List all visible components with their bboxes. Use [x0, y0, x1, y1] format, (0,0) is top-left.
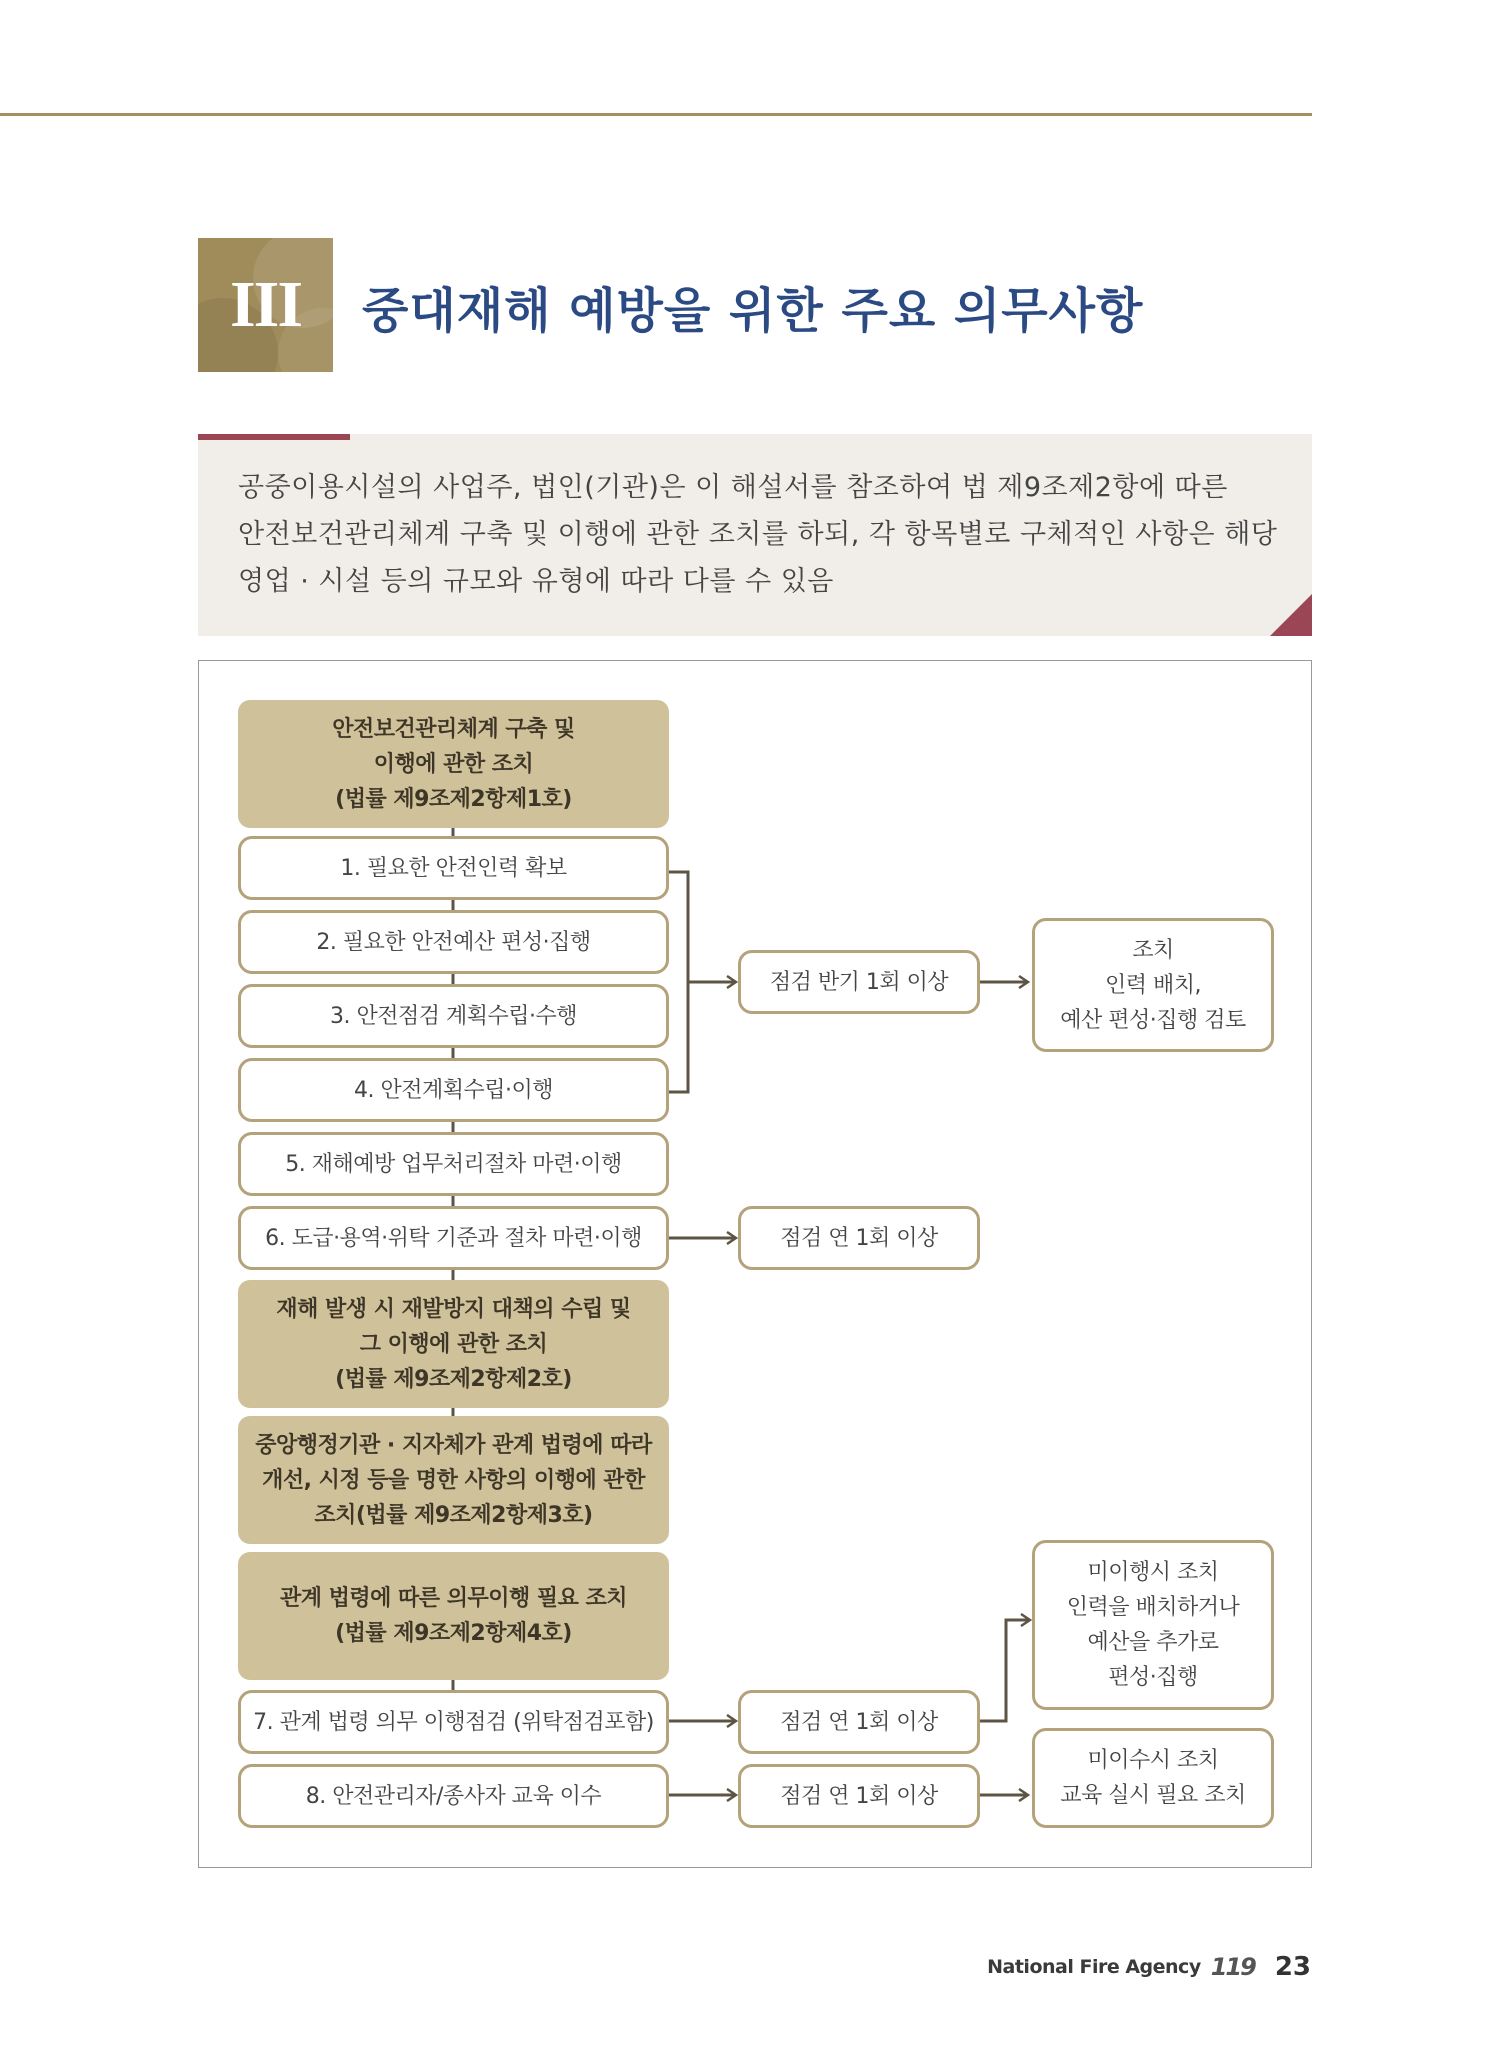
header-line: 중앙행정기관 · 지자체가 관계 법령에 따라 [255, 1432, 652, 1458]
action-line: 교육 실시 필요 조치 [1060, 1783, 1246, 1808]
info-box-accent [198, 434, 350, 440]
flow-item-7: 7. 관계 법령 의무 이행점검 (위탁점검포함) [238, 1690, 669, 1754]
action-line: 미이행시 조치 [1087, 1560, 1219, 1585]
section-title: 중대재해 예방을 위한 주요 의무사항 [362, 283, 1144, 339]
header-line: 안전보건관리체계 구축 및 [332, 716, 575, 742]
top-rule [0, 113, 1312, 116]
check-year-box-8: 점검 연 1회 이상 [738, 1764, 980, 1828]
header-box-measure-3 [238, 1416, 669, 1544]
action-line: 편성·집행 [1108, 1665, 1198, 1690]
header-line: 조치(법률 제9조제2항제3호) [314, 1502, 593, 1528]
header-line: 개선, 시정 등을 명한 사항의 이행에 관한 [262, 1467, 645, 1493]
page-footer [987, 1952, 1311, 1982]
flow-item-4: 4. 안전계획수립·이행 [238, 1058, 669, 1122]
flow-item-3: 3. 안전점검 계획수립·수행 [238, 984, 669, 1048]
flow-item-6: 6. 도급·용역·위탁 기준과 절차 마련·이행 [238, 1206, 669, 1270]
footer-logo-119: 119 [1210, 1953, 1255, 1981]
info-line: 안전보건관리체계 구축 및 이행에 관한 조치를 하되, 각 항목별로 구체적인 사항은 해당 [238, 519, 1278, 550]
info-line: 영업 · 시설 등의 규모와 유형에 따라 다를 수 있음 [238, 566, 834, 597]
header-line: (법률 제9조제2항제2호) [335, 1366, 572, 1392]
flow-item-1: 1. 필요한 안전인력 확보 [238, 836, 669, 900]
header-line: 그 이행에 관한 조치 [359, 1331, 548, 1357]
action-line: 예산 편성·집행 검토 [1060, 1007, 1246, 1033]
info-box-corner [1270, 594, 1312, 636]
flow-item-5: 5. 재해예방 업무처리절차 마련·이행 [238, 1132, 669, 1196]
footer-agency: National Fire Agency [987, 1956, 1201, 1978]
action-box-training [1032, 1728, 1274, 1828]
info-line: 공중이용시설의 사업주, 법인(기관)은 이 해설서를 참조하여 법 제9조제2항에 따른 [238, 472, 1228, 503]
section-number: III [229, 268, 302, 341]
action-line: 예산을 추가로 [1087, 1630, 1219, 1655]
check-year-box-6: 점검 연 1회 이상 [738, 1206, 980, 1270]
action-line: 조치 [1132, 937, 1174, 963]
header-box-measure-4 [238, 1552, 669, 1680]
flow-item-2: 2. 필요한 안전예산 편성·집행 [238, 910, 669, 974]
header-line: 이행에 관한 조치 [373, 751, 534, 777]
check-half-year-box: 점검 반기 1회 이상 [738, 950, 980, 1014]
header-line: 관계 법령에 따른 의무이행 필요 조치 [279, 1586, 628, 1611]
flow-item-8: 8. 안전관리자/종사자 교육 이수 [238, 1764, 669, 1828]
section-number-badge [198, 238, 333, 372]
action-line: 인력을 배치하거나 [1066, 1595, 1240, 1620]
info-text [238, 464, 1298, 605]
action-box-non-compliance [1032, 1540, 1274, 1710]
page-number: 23 [1274, 1952, 1311, 1982]
header-line: (법률 제9조제2항제4호) [335, 1621, 572, 1646]
header-line: (법률 제9조제2항제1호) [335, 786, 572, 812]
header-box-measure-1 [238, 700, 669, 828]
info-box [198, 434, 1312, 636]
header-line: 재해 발생 시 재발방지 대책의 수립 및 [276, 1296, 631, 1322]
header-box-measure-2 [238, 1280, 669, 1408]
action-line: 인력 배치, [1105, 972, 1201, 998]
action-box-staffing-budget [1032, 918, 1274, 1052]
action-line: 미이수시 조치 [1087, 1748, 1219, 1773]
check-year-box-7: 점검 연 1회 이상 [738, 1690, 980, 1754]
